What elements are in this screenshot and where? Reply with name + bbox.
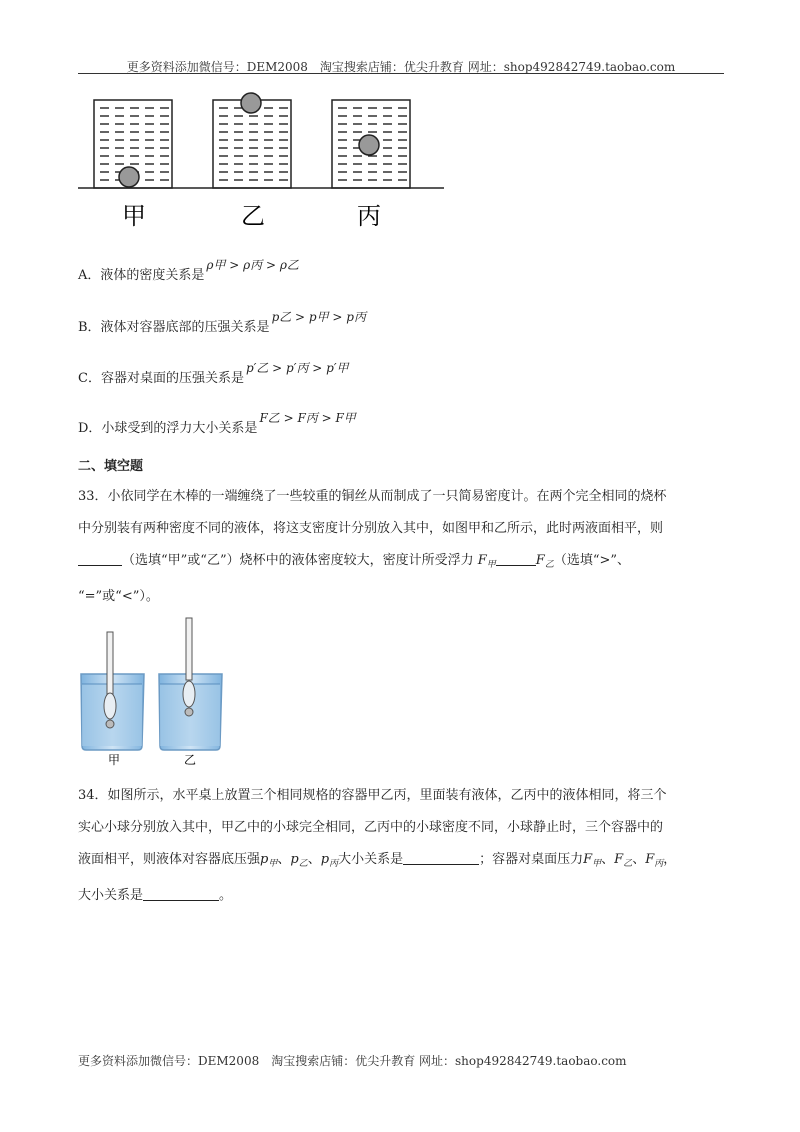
- q34-line2: 实心小球分别放入其中，甲乙中的小球完全相同，乙丙中的小球密度不同，小球静止时，三个容器中的: [78, 820, 664, 835]
- q34-F-yi: $F_乙$: [614, 852, 633, 869]
- q34-blank-1[interactable]: [403, 848, 479, 865]
- q34-line4b: 。: [219, 888, 233, 903]
- section-title: 二、填空题: [78, 459, 144, 474]
- q33-line3b: （选填“>”、: [553, 553, 631, 568]
- q33-line4: “=”或“<”）。: [78, 589, 159, 604]
- q34-line3b: 大小关系是: [338, 852, 404, 867]
- q34-p-bing: $p_丙$: [320, 852, 339, 869]
- q34-line4: [78, 880, 726, 912]
- q33-F-yi: $F_乙$: [535, 553, 554, 570]
- q34-p-yi: $p_乙$: [290, 852, 308, 869]
- option-a-formula: ρ甲 > ρ丙 > ρ乙: [206, 258, 299, 272]
- q34-sep-2: 、: [307, 852, 321, 867]
- ball-bing: [359, 135, 379, 155]
- containers-figure: [78, 86, 446, 234]
- q34-line1: 34．如图所示，水平桌上放置三个相同规格的容器甲乙丙，里面装有液体，乙丙中的液体相同，将三个: [78, 788, 667, 803]
- header-divider: [78, 73, 724, 74]
- ball-yi: [241, 93, 261, 113]
- q34-line3a: 液面相平，则液体对容器底压强: [78, 852, 261, 867]
- q33-line3: [78, 545, 726, 581]
- beaker-label-yi: 乙: [184, 753, 197, 767]
- q34-sep-4: 、: [632, 852, 646, 867]
- option-d-text: D．小球受到的浮力大小关系是: [78, 421, 258, 436]
- label-yi: 乙: [241, 202, 265, 230]
- option-b: [78, 310, 366, 337]
- q34-sep-1: 、: [277, 852, 291, 867]
- q33-line3a: （选填“甲”或“乙”）烧杯中的液体密度较大，密度计所受浮力: [122, 553, 474, 568]
- option-c-formula: p′乙 > p′丙 > p′甲: [245, 361, 349, 375]
- page-header: 更多资料添加微信号：DEM2008 淘宝搜索店铺：优尖升教育 网址：shop492842749.taobao.com: [126, 60, 676, 74]
- label-bing: 丙: [357, 202, 381, 230]
- hydrometer-yi: [183, 618, 195, 716]
- q34-F-bing: $F_丙$: [645, 852, 664, 869]
- page-footer: 更多资料添加微信号：DEM2008 淘宝搜索店铺：优尖升教育 网址：shop492842749.taobao.com: [78, 1054, 627, 1068]
- q33-line2: 中分别装有两种密度不同的液体，将这支密度计分别放入其中，如图甲和乙所示，此时两液面相平，则: [78, 521, 664, 536]
- q34-p-jia: $p_甲$: [260, 852, 278, 869]
- q34-F-jia: $F_甲$: [583, 852, 602, 869]
- option-b-text: B．液体对容器底部的压强关系是: [78, 320, 270, 335]
- q33-blank-1[interactable]: [78, 549, 122, 566]
- option-c: [78, 361, 349, 388]
- option-c-text: C．容器对桌面的压强关系是: [78, 371, 244, 386]
- q33-line1: 33．小依同学在木棒的一端缠绕了一些较重的铜丝从而制成了一只简易密度计。在两个完全相同的烧杯: [78, 489, 667, 504]
- beakers-figure: [78, 614, 238, 770]
- q34-line3c: ；容器对桌面压力: [479, 852, 584, 867]
- option-a: [78, 258, 299, 285]
- q34-blank-2[interactable]: [143, 884, 219, 901]
- option-b-formula: p乙 > p甲 > p丙: [271, 310, 366, 324]
- ball-jia: [119, 167, 139, 187]
- option-d-formula: F乙 > F丙 > F甲: [259, 411, 356, 425]
- label-jia: 甲: [122, 202, 146, 230]
- q34-sep-3: 、: [601, 852, 615, 867]
- q33-F-jia: $F_甲$: [477, 553, 496, 570]
- beaker-label-jia: 甲: [108, 753, 121, 767]
- q34-line4a: 大小关系是: [78, 888, 144, 903]
- q34-comma: ，: [663, 852, 677, 867]
- question-33: [78, 481, 726, 613]
- option-d: [78, 411, 356, 438]
- q34-line3: [78, 844, 726, 880]
- q33-blank-2[interactable]: [496, 549, 536, 566]
- option-a-text: A．液体的密度关系是: [78, 268, 205, 283]
- question-34: [78, 780, 726, 912]
